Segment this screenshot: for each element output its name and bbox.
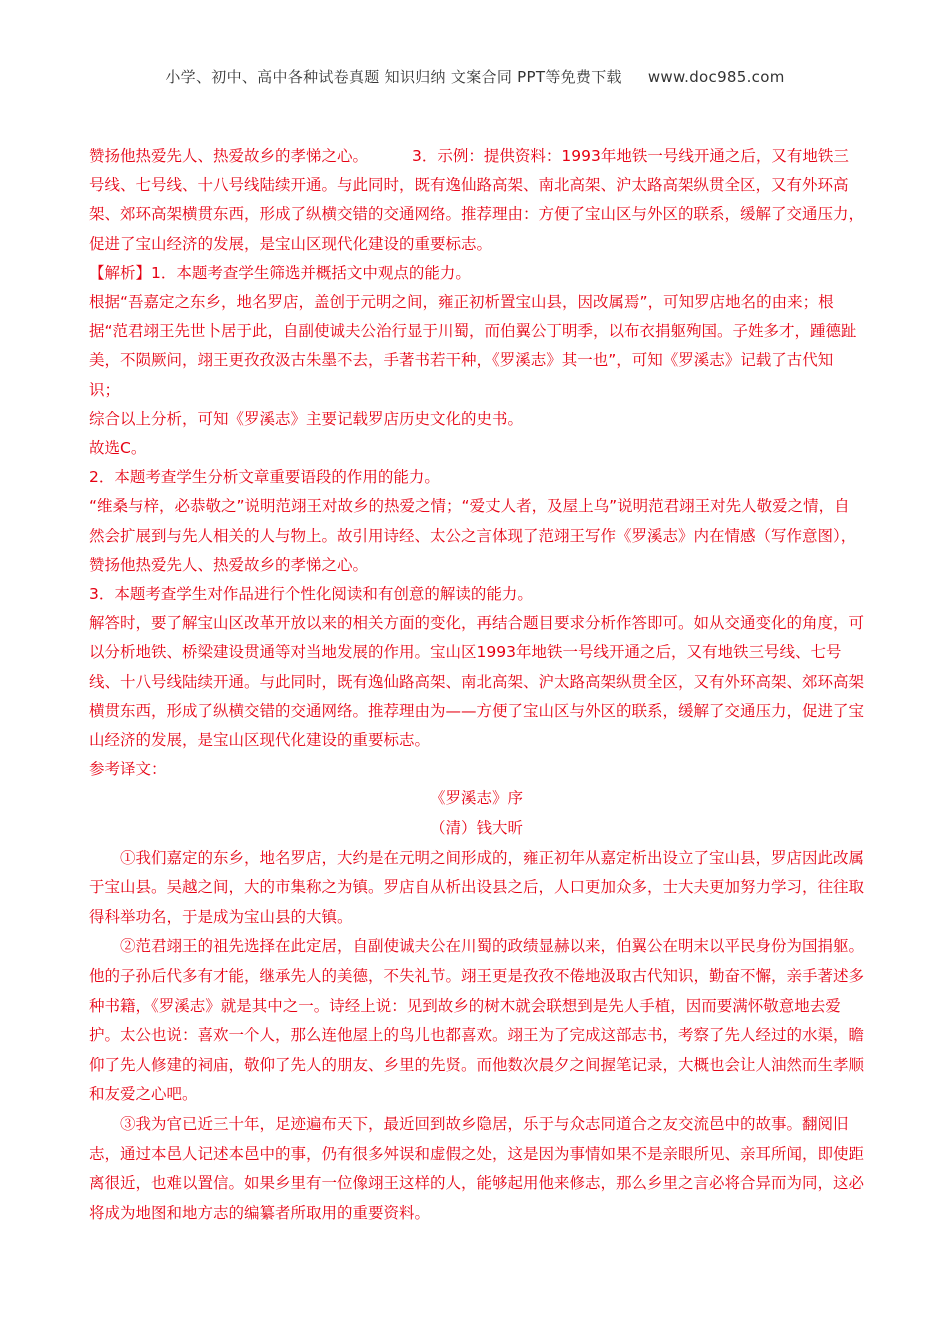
translation-para-1: ①我们嘉定的东乡，地名罗店，大约是在元明之间形成的，雍正初年从嘉定析出设立了宝山县，罗店因此改属于宝山县。吴越之间，大的市集称之为镇。罗店自从析出设县之后，人口更加众多，士大夫更加努力学习，往往取得科举功名，于是成为宝山县的大镇。 bbox=[89, 848, 865, 926]
header-site-url[interactable]: www.doc985.com bbox=[647, 68, 785, 86]
answer-line-part-b: 3．示例：提供资料：1993年地铁一号线开通之后，又有地 bbox=[412, 147, 818, 165]
answer-paragraph bbox=[89, 142, 864, 259]
answer-rest: 铁三号线、七号线、十八号线陆续开通。与此同时，既有逸仙路高架、南北高架、沪太路高架纵贯全区，又有外环高架、郊环高架横贯东西，形成了纵横交错的交通网络。推荐理由：方便了宝山区与外区的联系，缓解了交通压力，促进了宝山经济的发展，是宝山区现代化建设的重要标志。 bbox=[89, 147, 865, 253]
answer-line-part-a: 赞扬他热爱先人、热爱故乡的孝悌之心。 bbox=[89, 147, 369, 165]
analysis-q1-head bbox=[89, 259, 864, 288]
page-header bbox=[0, 66, 950, 87]
analysis-q3-para-1: 解答时，要了解宝山区改革开放以来的相关方面的变化，再结合题目要求分析作答即可。如从交通变化的角度，可以分析地铁、桥梁建设贯通等对当地发展的作用。宝山区1993年地铁一号线开通之后，又有地铁三号线、七号线、十八号线陆续开通。与此同时，既有逸仙路高架、南北高架、沪太路高架纵贯全区，又有外环高架、郊环高架横贯东西，形成了纵横交错的交通网络。推荐理由为——方便了宝山区与外区的联系，缓解了交通压力，促进了宝山经济的发展，是宝山区现代化建设的重要标志。 bbox=[89, 614, 865, 750]
document-body bbox=[89, 142, 864, 1228]
analysis-q2-para-1: “维桑与梓，必恭敬之”说明范翊王对故乡的热爱之情；“爱丈人者，及屋上乌”说明范君翊王对先人敬爱之情，自然会扩展到与先人相关的人与物上。故引用诗经、太公之言体现了范翊王写作《罗溪志》内在情感（写作意图），赞扬他热爱先人、热爱故乡的孝悌之心。 bbox=[89, 497, 857, 574]
translation-para-2: ②范君翊王的祖先选择在此定居，自副使诚夫公在川蜀的政绩显赫以来，伯翼公在明末以平民身份为国捐躯。他的子孙后代多有才能，继承先人的美德，不失礼节。翊王更是孜孜不倦地汲取古代知识，勤奋不懈，亲手著述多种书籍，《罗溪志》就是其中之一。诗经上说：见到故乡的树木就会联想到是先人手植，因而要满怀敬意地去爱护。太公也说：喜欢一个人，那么连他屋上的鸟儿也都喜欢。翊王为了完成这部志书，考察了先人经过的水渠，瞻仰了先人修建的祠庙，敬仰了先人的朋友、乡里的先贤。而他数次晨夕之间握笔记录，大概也会让人油然而生孝顺和友爱之心吧。 bbox=[89, 937, 865, 1104]
analysis-q1-para-3: 故选C。 bbox=[89, 439, 147, 458]
translation-para-3: ③我为官已近三十年，足迹遍布天下，最近回到故乡隐居，乐于与众志同道合之友交流邑中的故事。翻阅旧志，通过本邑人记述本邑中的事，仍有很多舛误和虚假之处，这是因为事情如果不是亲眼所见、亲耳所闻，即使距离很近，也难以置信。如果乡里有一位像翊王这样的人，能够起用他来修志，那么乡里之言必将合异而为同，这必将成为地图和地方志的编纂者所取用的重要资料。 bbox=[89, 1115, 865, 1222]
analysis-q1-para-1: 根据“吾嘉定之东乡，地名罗店，盖创于元明之间，雍正初析置宝山县，因改属焉”，可知罗店地名的由来；根据“范君翊王先世卜居于此，自副使诚夫公治行显于川蜀，而伯翼公丁明季，以布衣捐躯殉国。子姓多才，踵德趾美，不陨厥问，翊王更孜孜汲古朱墨不去，手著书若干种，《罗溪志》其一也”，可知《罗溪志》记载了古代知识； bbox=[89, 293, 857, 399]
translation-title: 《罗溪志》序 bbox=[429, 789, 523, 808]
translation-author: （清）钱大昕 bbox=[429, 819, 523, 838]
analysis-q2-head: 2．本题考查学生分析文章重要语段的作用的能力。 bbox=[89, 468, 440, 487]
analysis-label: 【解析】 bbox=[89, 263, 152, 282]
header-text: 小学、初中、高中各种试卷真题 知识归纳 文案合同 PPT等免费下载 bbox=[165, 68, 622, 86]
analysis-q1-head-text: 1．本题考查学生筛选并概括文中观点的能力。 bbox=[151, 263, 471, 282]
analysis-q1-para-2: 综合以上分析，可知《罗溪志》主要记载罗店历史文化的史书。 bbox=[89, 409, 524, 428]
reference-translation-label: 参考译文： bbox=[89, 760, 167, 779]
analysis-q3-head: 3．本题考查学生对作品进行个性化阅读和有创意的解读的能力。 bbox=[89, 585, 533, 604]
